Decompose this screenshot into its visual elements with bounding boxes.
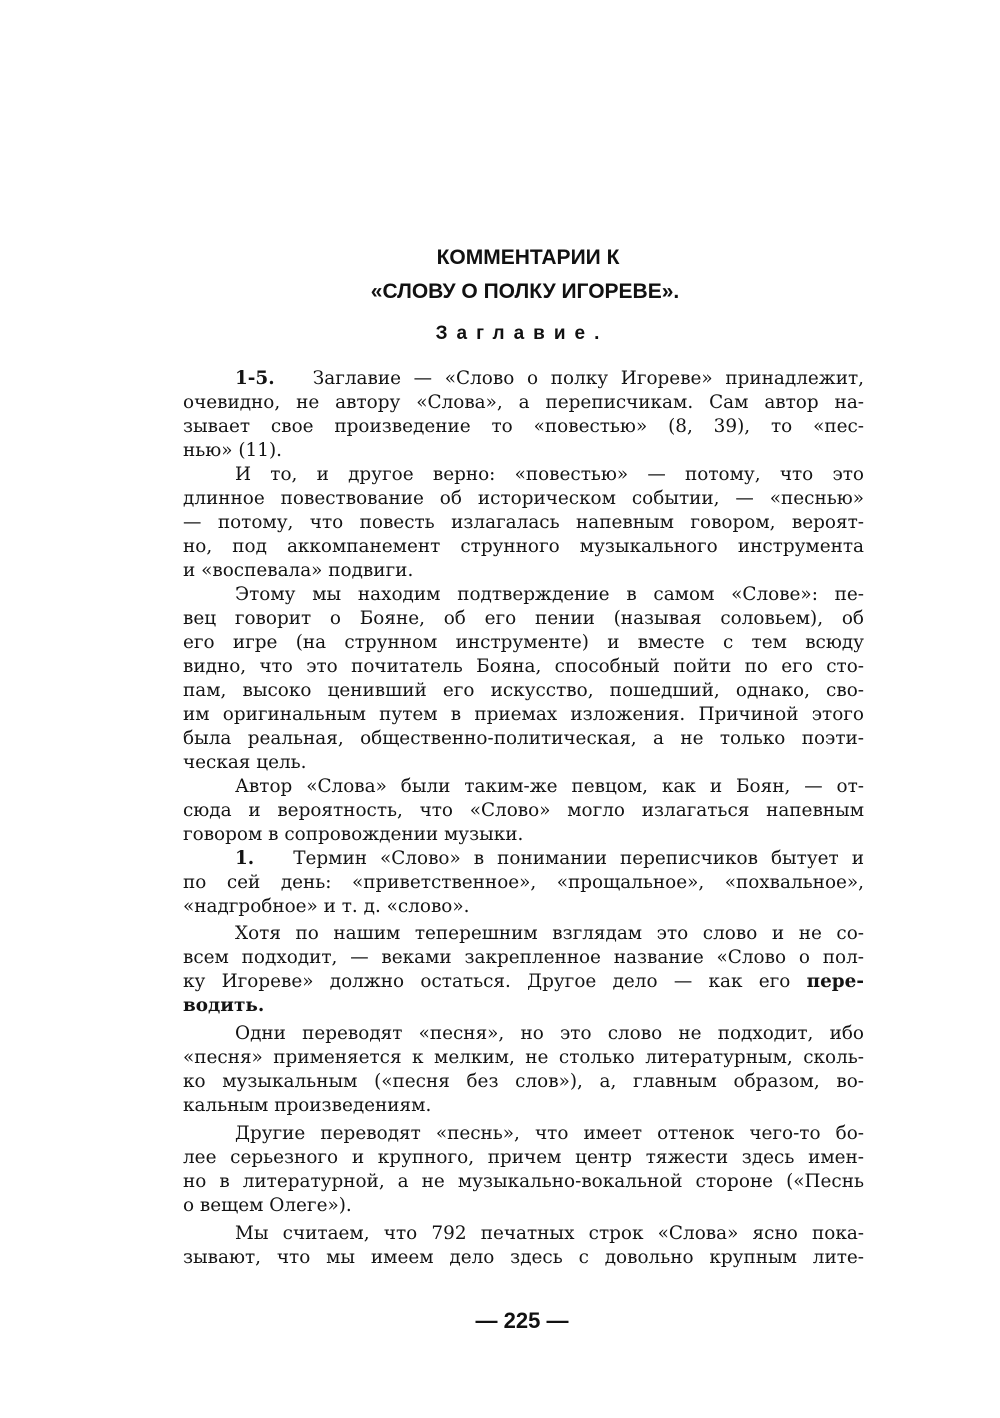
emphasis-text: водить. [183,995,265,1016]
chapter-title [0,241,1000,309]
text-line: Этому мы находим подтверждение в самом «Слове»: пе- [235,584,864,605]
text-line: ческая цель. [183,752,307,773]
text-line: лее серьезного и крупного, причем центр тяжести здесь имен- [183,1147,864,1168]
text-line: его игре (на струнном инструменте) и вместе с тем всюду [183,632,864,653]
text-line: зывает свое произведение то «повестью» (8, 39), то «пес- [183,416,864,437]
body-text [183,367,864,1270]
text-line: 1-5. Заглавие — «Слово о полку Игореве» принадлежит, [235,368,864,389]
text-line: говором в сопровождении музыки. [183,824,524,845]
emphasis-text: пере- [806,971,864,992]
text-line: Автор «Слова» были таким-же певцом, как и Боян, — от- [235,776,864,797]
text-line: была реальная, общественно-политическая, а не только поэти- [183,728,864,749]
text-line: очевидно, не автору «Слова», а переписчикам. Сам автор на- [183,392,864,413]
text-line: ку Игореве» должно остаться. Другое дело — как его пере- [183,971,864,992]
text-line: и «воспевала» подвиги. [183,560,414,581]
text-line: по сей день: «приветственное», «прощальное», «похвальное», [183,872,864,893]
text-line: но, под аккомпанемент струнного музыкального инструмента [183,536,864,557]
text-line: пам, высоко ценивший его искусство, пошедший, однако, сво- [183,680,864,701]
page-number: — 225 — [475,1308,569,1333]
text-line: о вещем Олеге»). [183,1195,352,1216]
text-line: Хотя по нашим теперешним взглядам это слово и не со- [235,923,864,944]
text-line: «надгробное» и т. д. «слово». [183,896,470,917]
paragraph-number: 1-5. [235,368,275,389]
text-line: — потому, что повесть излагалась напевным говором, вероят- [183,512,864,533]
text-line: им оригинальным путем в приемах изложения. Причиной этого [183,704,864,725]
text-line [183,994,864,1018]
text-line: зывают, что мы имеем дело здесь с довольно крупным лите- [183,1247,864,1268]
text-line: видно, что это почитатель Бояна, способный пойти по его сто- [183,656,864,677]
text-line: Другие переводят «песнь», что имеет оттенок чего-то бо- [235,1123,864,1144]
text-line: кальным произведениям. [183,1095,432,1116]
chapter-title-line-1: КОММЕНТАРИИ К [436,246,620,269]
text-line: но в литературной, а не музыкально-вокальной стороне («Песнь [183,1171,864,1192]
text-line: нью» (11). [183,440,282,461]
text-line: 1. Термин «Слово» в понимании переписчиков бытует и [235,848,864,869]
text-line: всем подходит, — веками закрепленное название «Слово о пол- [183,947,864,968]
text-line: Мы считаем, что 792 печатных строк «Слова» ясно пока- [235,1223,864,1244]
chapter-title-line-2: «СЛОВУ О ПОЛКУ ИГОРЕВЕ». [370,280,680,303]
text-line: сюда и вероятность, что «Слово» могло излагаться напевным [183,800,864,821]
text-line: вец говорит о Бояне, об его пении (называя соловьем), об [183,608,864,629]
section-heading: Заглавие. [435,323,609,344]
text-line: длинное повествование об историческом событии, — «песнью» [183,488,864,509]
text-line: «песня» применяется к мелким, не столько литературным, сколь- [183,1047,864,1068]
text-line: Одни переводят «песня», но это слово не подходит, ибо [235,1023,864,1044]
paragraph-number: 1. [235,848,255,869]
text-line: И то, и другое верно: «повестью» — потому, что это [235,464,864,485]
text-line: ко музыкальным («песня без слов»), а, главным образом, во- [183,1071,864,1092]
